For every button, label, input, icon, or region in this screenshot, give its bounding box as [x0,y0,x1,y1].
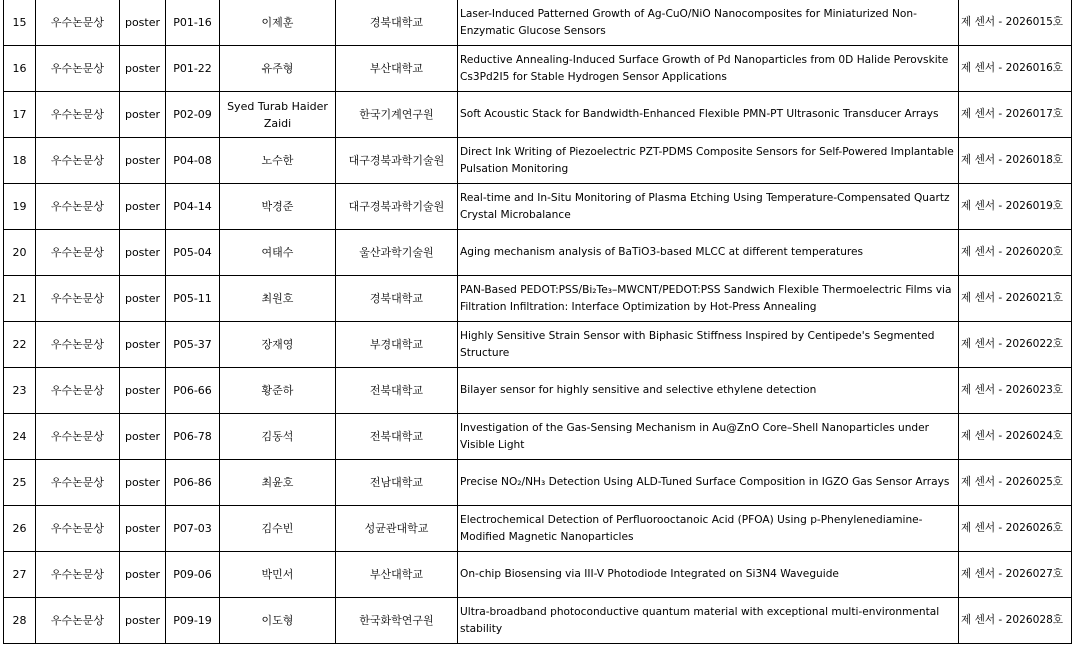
table-row [4,598,1072,644]
certificate-number: 제 센서 - 2026023호 [959,368,1072,414]
table-row [4,46,1072,92]
award-name: 우수논문상 [36,552,120,598]
paper-title: Real-time and In-Situ Monitoring of Plasma Etching Using Temperature-Compensated Quartz Crystal Microbalance [458,184,959,230]
author-name: 장재영 [220,322,336,368]
row-number: 25 [4,460,36,506]
paper-title: Soft Acoustic Stack for Bandwidth-Enhanced Flexible PMN-PT Ultrasonic Transducer Arrays [458,92,959,138]
row-number: 28 [4,598,36,644]
table-row [4,0,1072,46]
award-name: 우수논문상 [36,92,120,138]
paper-code: P06-66 [166,368,220,414]
author-name: 노수한 [220,138,336,184]
author-name: 유주형 [220,46,336,92]
paper-title: Reductive Annealing-Induced Surface Growth of Pd Nanoparticles from 0D Halide Perovskite Cs3Pd2I5 for Stable Hydrogen Sensor Applications [458,46,959,92]
paper-title: Highly Sensitive Strain Sensor with Biphasic Stiffness Inspired by Centipede's Segmented Structure [458,322,959,368]
presentation-type: poster [120,552,166,598]
certificate-number: 제 센서 - 2026021호 [959,276,1072,322]
affiliation: 전북대학교 [336,414,458,460]
row-number: 27 [4,552,36,598]
certificate-number: 제 센서 - 2026024호 [959,414,1072,460]
affiliation: 부경대학교 [336,322,458,368]
certificate-number: 제 센서 - 2026018호 [959,138,1072,184]
row-number: 15 [4,0,36,46]
paper-title: Precise NO₂/NH₃ Detection Using ALD-Tuned Surface Composition in IGZO Gas Sensor Arrays [458,460,959,506]
author-name: 박민서 [220,552,336,598]
table-row [4,322,1072,368]
author-name: 여태수 [220,230,336,276]
presentation-type: poster [120,506,166,552]
award-name: 우수논문상 [36,368,120,414]
paper-title: Laser-Induced Patterned Growth of Ag-CuO/NiO Nanocomposites for Miniaturized Non-Enzymatic Glucose Sensors [458,0,959,46]
author-name: 박경준 [220,184,336,230]
award-name: 우수논문상 [36,506,120,552]
paper-code: P04-14 [166,184,220,230]
row-number: 20 [4,230,36,276]
presentation-type: poster [120,138,166,184]
award-name: 우수논문상 [36,414,120,460]
certificate-number: 제 센서 - 2026027호 [959,552,1072,598]
affiliation: 전북대학교 [336,368,458,414]
award-table [3,0,1072,644]
affiliation: 성균관대학교 [336,506,458,552]
paper-code: P04-08 [166,138,220,184]
paper-code: P05-37 [166,322,220,368]
presentation-type: poster [120,184,166,230]
certificate-number: 제 센서 - 2026017호 [959,92,1072,138]
affiliation: 한국기계연구원 [336,92,458,138]
presentation-type: poster [120,46,166,92]
author-name: 황준하 [220,368,336,414]
paper-code: P05-04 [166,230,220,276]
paper-code: P01-22 [166,46,220,92]
paper-title: Bilayer sensor for highly sensitive and selective ethylene detection [458,368,959,414]
presentation-type: poster [120,92,166,138]
paper-code: P02-09 [166,92,220,138]
presentation-type: poster [120,322,166,368]
award-name: 우수논문상 [36,460,120,506]
table-row [4,92,1072,138]
certificate-number: 제 센서 - 2026028호 [959,598,1072,644]
paper-code: P06-78 [166,414,220,460]
affiliation: 경북대학교 [336,276,458,322]
award-name: 우수논문상 [36,138,120,184]
presentation-type: poster [120,368,166,414]
paper-title: Ultra-broadband photoconductive quantum material with exceptional multi-environmental stability [458,598,959,644]
paper-code: P09-06 [166,552,220,598]
row-number: 24 [4,414,36,460]
paper-title: PAN-Based PEDOT:PSS/Bi₂Te₃–MWCNT/PEDOT:PSS Sandwich Flexible Thermoelectric Films via Filtration Infiltration: Interface Optimization by Hot-Press Annealing [458,276,959,322]
affiliation: 대구경북과학기술원 [336,138,458,184]
paper-title: Investigation of the Gas-Sensing Mechanism in Au@ZnO Core–Shell Nanoparticles under Visible Light [458,414,959,460]
paper-title: Electrochemical Detection of Perfluorooctanoic Acid (PFOA) Using p-Phenylenediamine-Modified Magnetic Nanoparticles [458,506,959,552]
table-row [4,506,1072,552]
affiliation: 부산대학교 [336,46,458,92]
row-number: 21 [4,276,36,322]
row-number: 17 [4,92,36,138]
author-name: 김동석 [220,414,336,460]
presentation-type: poster [120,598,166,644]
award-name: 우수논문상 [36,598,120,644]
table-row [4,138,1072,184]
paper-code: P05-11 [166,276,220,322]
presentation-type: poster [120,230,166,276]
row-number: 18 [4,138,36,184]
table-row [4,414,1072,460]
author-name: 이제훈 [220,0,336,46]
certificate-number: 제 센서 - 2026019호 [959,184,1072,230]
table-row [4,230,1072,276]
certificate-number: 제 센서 - 2026020호 [959,230,1072,276]
affiliation: 부산대학교 [336,552,458,598]
certificate-number: 제 센서 - 2026015호 [959,0,1072,46]
presentation-type: poster [120,460,166,506]
certificate-number: 제 센서 - 2026025호 [959,460,1072,506]
award-name: 우수논문상 [36,322,120,368]
award-name: 우수논문상 [36,184,120,230]
certificate-number: 제 센서 - 2026026호 [959,506,1072,552]
row-number: 16 [4,46,36,92]
author-name: 최윤호 [220,460,336,506]
paper-code: P06-86 [166,460,220,506]
award-table-body [4,0,1072,644]
table-row [4,184,1072,230]
affiliation: 경북대학교 [336,0,458,46]
affiliation: 울산과학기술원 [336,230,458,276]
presentation-type: poster [120,276,166,322]
presentation-type: poster [120,0,166,46]
paper-code: P01-16 [166,0,220,46]
paper-code: P07-03 [166,506,220,552]
row-number: 22 [4,322,36,368]
author-name: 최원호 [220,276,336,322]
row-number: 23 [4,368,36,414]
author-name: 이도형 [220,598,336,644]
award-name: 우수논문상 [36,276,120,322]
table-row [4,368,1072,414]
presentation-type: poster [120,414,166,460]
paper-code: P09-19 [166,598,220,644]
affiliation: 대구경북과학기술원 [336,184,458,230]
row-number: 26 [4,506,36,552]
table-row [4,460,1072,506]
author-name: 김수빈 [220,506,336,552]
award-name: 우수논문상 [36,0,120,46]
affiliation: 한국화학연구원 [336,598,458,644]
table-row [4,552,1072,598]
award-name: 우수논문상 [36,46,120,92]
certificate-number: 제 센서 - 2026022호 [959,322,1072,368]
author-name: Syed Turab Haider Zaidi [220,92,336,138]
paper-title: Direct Ink Writing of Piezoelectric PZT-PDMS Composite Sensors for Self-Powered Implantable Pulsation Monitoring [458,138,959,184]
paper-title: Aging mechanism analysis of BaTiO3-based MLCC at different temperatures [458,230,959,276]
award-name: 우수논문상 [36,230,120,276]
row-number: 19 [4,184,36,230]
table-row [4,276,1072,322]
affiliation: 전남대학교 [336,460,458,506]
certificate-number: 제 센서 - 2026016호 [959,46,1072,92]
paper-title: On-chip Biosensing via III-V Photodiode Integrated on Si3N4 Waveguide [458,552,959,598]
